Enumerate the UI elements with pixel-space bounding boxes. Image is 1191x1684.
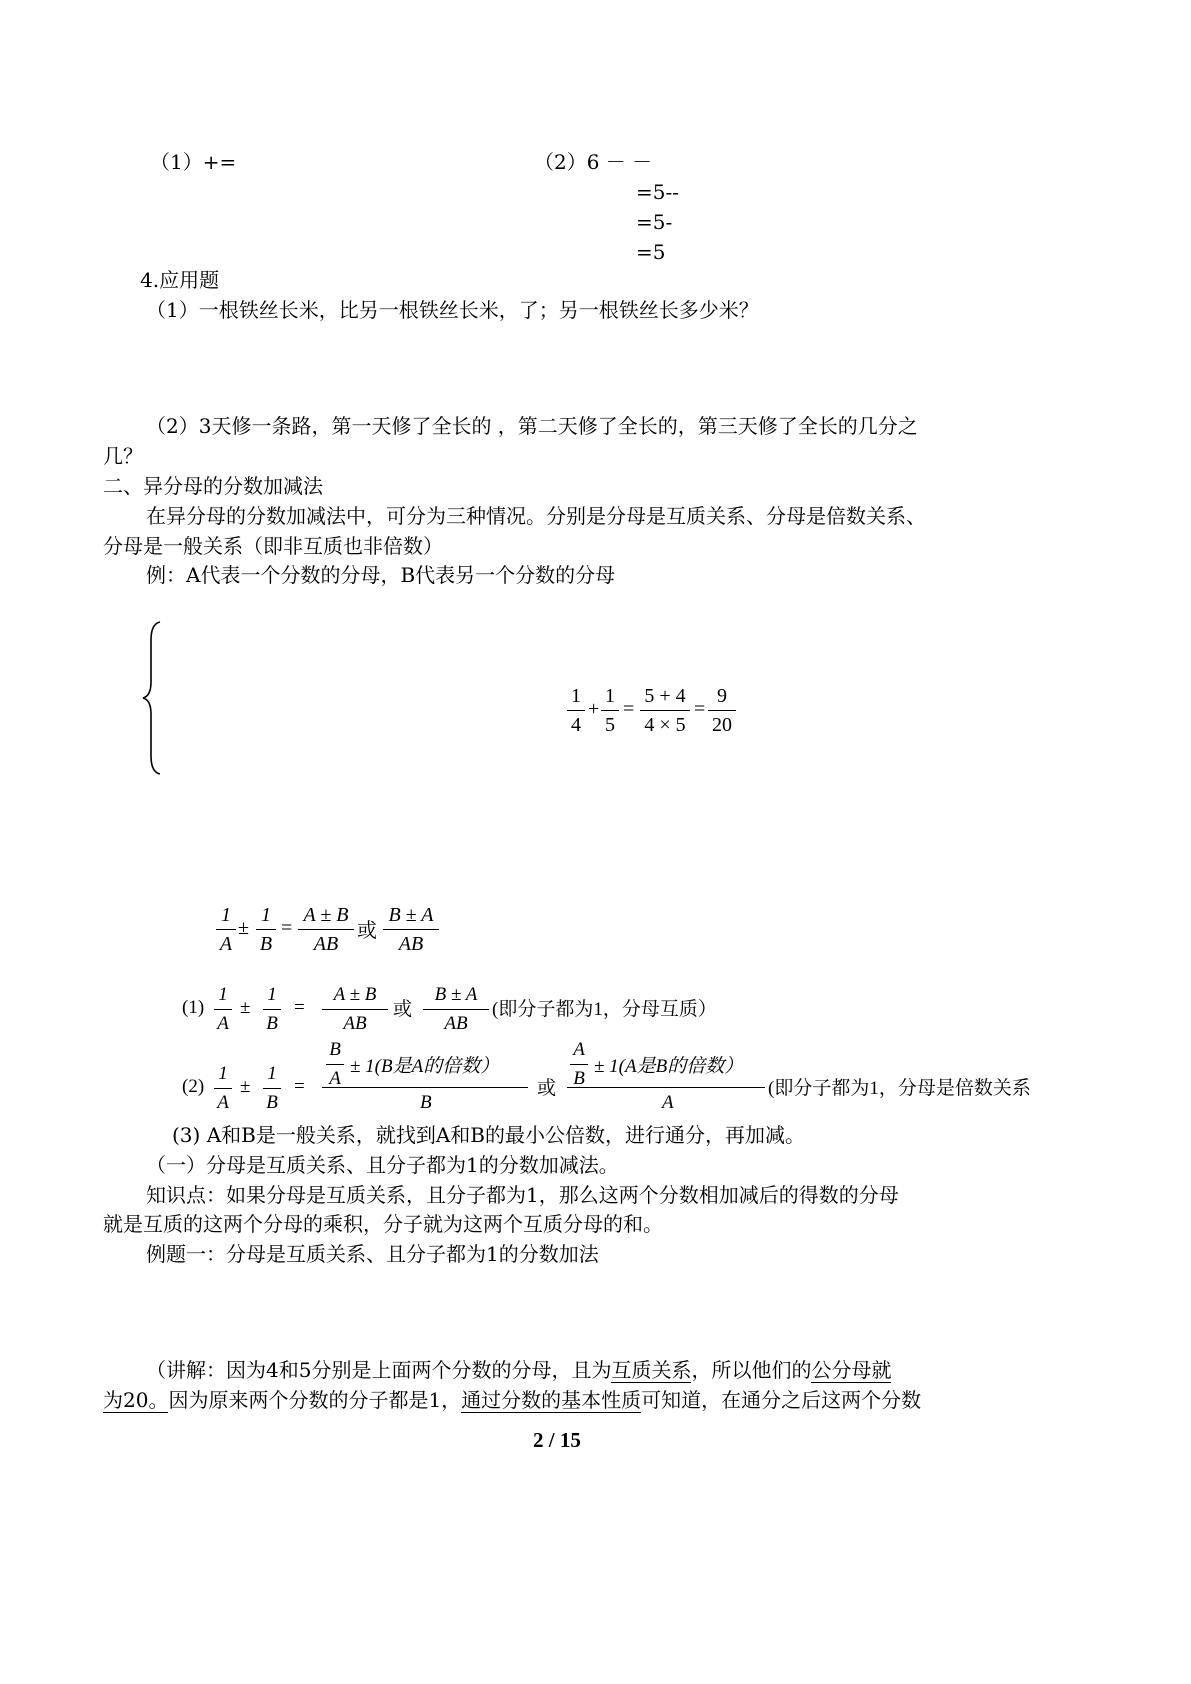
exercise-2-step-2: =5- xyxy=(636,210,673,234)
or-text: 或 xyxy=(537,1078,557,1099)
complex-denominator-1: B xyxy=(420,1092,432,1113)
fraction-bar xyxy=(567,1087,765,1088)
equals-sign: = xyxy=(623,698,635,720)
case-3-text: (3) A和B是一般关系，就找到A和B的最小公倍数，进行通分，再加减。 xyxy=(172,1123,805,1147)
fraction-sum: 5 + 4 4 × 5 xyxy=(640,684,690,737)
explanation-text: 可知道，在通分之后这两个分数 xyxy=(641,1388,922,1412)
fraction-A-B: A B xyxy=(570,1038,588,1091)
underlined-term: 通过分数的基本性质 xyxy=(461,1388,642,1412)
fraction-1-4: 1 4 xyxy=(567,684,585,737)
plus-minus-sign: ± xyxy=(238,917,249,939)
subsection-heading: （一）分母是互质关系、且分子都为1的分数加减法。 xyxy=(146,1153,619,1177)
explanation-text: ，所以他们的 xyxy=(691,1358,812,1382)
section-intro-line1: 在异分母的分数加减法中，可分为三种情况。分别是分母是互质关系、分母是倍数关系、 xyxy=(146,504,926,528)
fraction-B-pm-A: B ± A AB xyxy=(383,903,439,956)
or-text: 或 xyxy=(393,999,413,1020)
page-number: 2 / 15 xyxy=(533,1428,581,1452)
knowledge-point-line1: 知识点：如果分母是互质关系，且分子都为1，那么这两个分数相加减后的得数的分母 xyxy=(146,1183,899,1207)
explanation-line2 xyxy=(103,1388,921,1412)
case-1-note: (即分子都为1，分母互质） xyxy=(492,999,717,1020)
section-heading: 二、异分母的分数加减法 xyxy=(103,474,323,498)
fraction-B-A: B A xyxy=(326,1038,344,1091)
fraction-A-pm-B: A ± B AB xyxy=(298,903,354,956)
knowledge-point-line2: 就是互质的这两个分母的乘积，分子就为这两个互质分母的和。 xyxy=(103,1212,663,1236)
plus-sign: + xyxy=(588,698,600,720)
fraction-1-B: 1 B xyxy=(263,1062,281,1115)
explanation-text: （讲解：因为4和5分别是上面两个分数的分母，且为 xyxy=(146,1358,612,1382)
fraction-1-A: 1 A xyxy=(216,903,236,956)
underlined-term: 公分母就 xyxy=(811,1358,892,1382)
exercise-2-step-1: =5-- xyxy=(636,180,679,204)
fraction-1-5: 1 5 xyxy=(601,684,619,737)
fraction-1-A: 1 A xyxy=(214,1062,232,1115)
example-one-title: 例题一：分母是互质关系、且分子都为1的分数加法 xyxy=(146,1242,599,1266)
case-2-note: (即分子都为1，分母是倍数关系 xyxy=(768,1078,1031,1099)
plus-minus-sign: ± xyxy=(240,997,251,1018)
explanation-text: 因为原来两个分数的分子都是1， xyxy=(168,1388,462,1412)
exercise-1: （1）+= xyxy=(150,150,237,174)
section-example: 例：A代表一个分数的分母，B代表另一个分数的分母 xyxy=(146,563,616,587)
or-text: 或 xyxy=(357,920,377,942)
exercise-2-step-3: =5 xyxy=(636,240,666,264)
fraction-B-pm-A: B ± A AB xyxy=(423,983,489,1036)
curly-brace-icon xyxy=(140,618,170,778)
fraction-1-B: 1 B xyxy=(256,903,276,956)
complex-numerator-2: ± 1(A是B的倍数） xyxy=(594,1056,744,1077)
application-q2-line2: 几？ xyxy=(103,444,143,468)
case-1-label: (1) xyxy=(182,997,205,1018)
fraction-1-B: 1 B xyxy=(263,983,281,1036)
explanation-line1 xyxy=(146,1358,891,1382)
underlined-term: 为20。 xyxy=(103,1388,169,1412)
exercise-2: （2）6 － － xyxy=(534,150,653,174)
application-heading: 4.应用题 xyxy=(140,268,220,292)
section-intro-line2: 分母是一般关系（即非互质也非倍数） xyxy=(103,534,443,558)
fraction-1-A: 1 A xyxy=(214,983,232,1036)
underlined-term: 互质关系 xyxy=(611,1358,692,1382)
complex-denominator-2: A xyxy=(662,1092,674,1113)
fraction-A-pm-B: A ± B AB xyxy=(322,983,388,1036)
complex-numerator-1: ± 1(B是A的倍数） xyxy=(350,1056,500,1077)
equals-sign: = xyxy=(294,1076,305,1097)
equals-sign: = xyxy=(294,997,305,1018)
plus-minus-sign: ± xyxy=(240,1076,251,1097)
case-2-label: (2) xyxy=(182,1076,205,1097)
fraction-bar xyxy=(322,1087,528,1088)
equals-sign: = xyxy=(281,917,293,939)
equals-sign: = xyxy=(694,698,706,720)
application-q1: （1）一根铁丝长米，比另一根铁丝长米，了；另一根铁丝长多少米？ xyxy=(146,298,759,322)
application-q2-line1: （2）3天修一条路，第一天修了全长的 ，第二天修了全长的，第三天修了全长的几分之 xyxy=(146,414,918,438)
fraction-9-20: 9 20 xyxy=(708,684,736,737)
